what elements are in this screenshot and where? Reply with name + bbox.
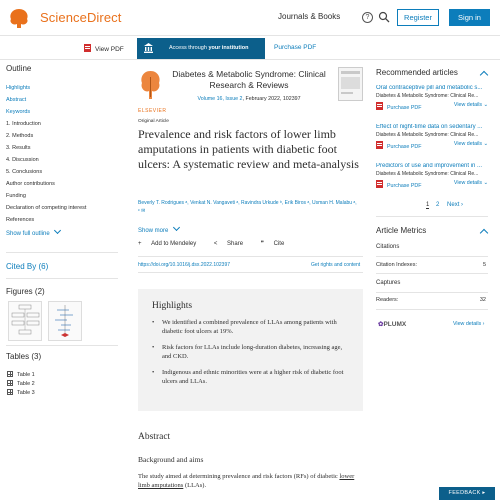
divider xyxy=(376,216,488,217)
outline-item-references[interactable]: References xyxy=(6,217,35,223)
metrics-view-details[interactable]: View details › xyxy=(453,321,485,327)
recommended-title[interactable]: Predictors of use and improvement in ... xyxy=(376,163,483,169)
volume-link[interactable]: Volume 16, Issue 2 xyxy=(197,96,243,102)
citation-indexes-value: 5 xyxy=(482,262,486,268)
flowchart-figure-image xyxy=(9,302,41,340)
citations-heading: Citations xyxy=(376,244,400,250)
journal-volume xyxy=(164,96,334,102)
share-icon: < xyxy=(213,241,220,247)
article-action-bar xyxy=(0,37,500,60)
outline-item-author-contributions[interactable]: Author contributions xyxy=(6,181,55,187)
background-aims-heading: Background and aims xyxy=(138,455,204,464)
recommended-purchase-pdf[interactable] xyxy=(376,180,421,189)
highlights-box xyxy=(138,289,363,411)
recommended-journal: Diabetes & Metabolic Syndrome: Clinical Re... xyxy=(376,132,479,138)
view-pdf-link[interactable] xyxy=(84,44,124,53)
divider xyxy=(376,273,488,274)
table-label: Table 3 xyxy=(17,390,35,396)
feedback-button[interactable]: FEEDBACK ▸ xyxy=(439,487,495,500)
page-2-button[interactable]: 2 xyxy=(436,202,440,208)
view-pdf-label: View PDF xyxy=(95,46,124,53)
pdf-icon xyxy=(376,102,383,110)
recommended-journal: Diabetes & Metabolic Syndrome: Clinical Re... xyxy=(376,171,479,177)
abstract-heading: Abstract xyxy=(138,432,171,442)
citation-indexes-label: Citation Indexes: xyxy=(376,262,417,268)
page-1-button[interactable]: 1 xyxy=(426,202,430,208)
chevron-down-icon xyxy=(173,224,180,231)
readers-label: Readers: xyxy=(376,297,399,303)
article-type: Original Article xyxy=(138,119,169,124)
elsevier-tree-logo[interactable] xyxy=(138,67,163,105)
recommended-pager xyxy=(426,202,463,208)
outline-heading: Outline xyxy=(6,64,32,73)
share-button[interactable] xyxy=(214,241,251,247)
divider xyxy=(138,272,363,273)
table-link-1[interactable] xyxy=(7,371,35,378)
background-aims-text xyxy=(138,472,363,490)
view-details-label: View details xyxy=(453,141,483,147)
register-button[interactable]: Register xyxy=(397,9,439,26)
highlights-heading: Highlights xyxy=(152,301,193,311)
author-list[interactable]: Beverly T. Rodrigues ᵃ, Venkat N. Vangaveti ᵃ, Ravindra Urkude ᵇ, Erik Biros ᵃ, Usman H. Malabu ᵃ, ᶜ ✉ xyxy=(138,200,357,214)
highlight-item: • We identified a combined prevalence of LLAs among patients with diabetic foot ulcers at 19%. xyxy=(152,318,352,336)
recommended-title[interactable]: Oral contraceptive pill and metabolic s... xyxy=(376,85,483,91)
outline-item-conclusions[interactable]: 5. Conclusions xyxy=(6,169,43,175)
feedback-label: FEEDBACK xyxy=(448,490,481,496)
view-details-label: View details xyxy=(453,321,482,327)
publisher-name: ELSEVIER xyxy=(138,108,167,114)
table-label: Table 1 xyxy=(17,372,35,378)
journals-books-link[interactable]: Journals & Books xyxy=(278,12,341,21)
recommended-view-details[interactable]: View details ⌄ xyxy=(453,180,488,186)
divider xyxy=(6,278,118,279)
outline-item-abstract[interactable]: Abstract xyxy=(6,97,27,103)
show-more-label: Show more xyxy=(138,228,169,234)
volume-date: , February 2022, 102397 xyxy=(242,96,301,102)
divider xyxy=(376,309,488,310)
table-label: Table 2 xyxy=(17,381,35,387)
recommended-article-3 xyxy=(376,163,488,189)
outline-item-funding[interactable]: Funding xyxy=(6,193,26,199)
collapse-chevron-icon[interactable] xyxy=(480,229,488,237)
captures-heading: Captures xyxy=(376,280,401,286)
figure-thumbnail-2[interactable] xyxy=(48,301,82,341)
readers-row xyxy=(376,297,488,303)
plumx-label: PLUMX xyxy=(383,321,407,328)
outline-item-results[interactable]: 3. Results xyxy=(6,145,31,151)
outline-item-keywords[interactable]: Keywords xyxy=(6,109,31,115)
recommended-view-details[interactable]: View details ⌄ xyxy=(453,141,488,147)
next-button[interactable]: Next › xyxy=(447,202,464,208)
article-actions xyxy=(138,240,300,247)
access-prefix: Access through xyxy=(169,45,209,51)
recommended-heading: Recommended articles xyxy=(376,68,458,77)
help-icon[interactable]: ? xyxy=(362,12,373,23)
bg-text-post: (LLAs). xyxy=(183,482,207,489)
article-metrics-heading: Article Metrics xyxy=(376,226,427,235)
outline-panel xyxy=(6,64,116,237)
cite-label: Cite xyxy=(273,241,285,247)
purchase-pdf-label: Purchase PDF xyxy=(387,105,422,111)
brand-logo[interactable]: ScienceDirect xyxy=(40,10,122,25)
journal-title[interactable]: Diabetes & Metabolic Syndrome: Clinical Research & Reviews xyxy=(172,69,326,90)
highlight-item: • Risk factors for LLAs include long-duration diabetes, increasing age, and CKD. xyxy=(152,343,352,361)
table-icon xyxy=(7,371,13,377)
readers-value: 32 xyxy=(479,297,486,303)
divider xyxy=(138,256,363,257)
table-icon xyxy=(7,380,13,386)
purchase-pdf-label: Purchase PDF xyxy=(387,144,422,150)
bg-text-pre: The study aimed at determining prevalence and risk factors (RFs) of diabetic xyxy=(138,473,340,480)
table-icon xyxy=(7,389,13,395)
pdf-icon xyxy=(376,180,383,188)
figures-heading[interactable]: Figures (2) xyxy=(6,287,45,296)
outline-item-introduction[interactable]: 1. Introduction xyxy=(6,121,41,127)
top-header xyxy=(0,0,500,36)
recommended-journal: Diabetes & Metabolic Syndrome: Clinical Re... xyxy=(376,93,479,99)
outline-item-methods[interactable]: 2. Methods xyxy=(6,133,34,139)
highlights-list xyxy=(152,318,352,393)
purchase-pdf-link[interactable]: Purchase PDF xyxy=(274,44,317,51)
institution-icon xyxy=(144,43,153,53)
quote-icon: ❞ xyxy=(260,241,266,247)
cite-button[interactable] xyxy=(261,241,293,247)
rights-link[interactable]: Get rights and content xyxy=(311,262,361,268)
recommended-view-details[interactable]: View details ⌄ xyxy=(453,102,488,108)
show-more-button[interactable] xyxy=(138,225,179,234)
highlight-item: • Indigenous and ethnic minorities were at a higher risk of diabetic foot ulcers and LLAs. xyxy=(152,368,352,386)
plumx-logo[interactable] xyxy=(378,320,406,328)
article-title: Prevalence and risk factors of lower limb amputations in patients with diabetic foot ulcers: A systematic review and meta-analysis xyxy=(138,127,359,171)
divider xyxy=(6,252,118,253)
plumx-flower-icon: ✿ xyxy=(378,321,384,328)
journal-cover-image[interactable] xyxy=(338,67,363,101)
share-label: Share xyxy=(227,241,244,247)
outline-item-discussion[interactable]: 4. Discussion xyxy=(6,157,39,163)
recommended-purchase-pdf[interactable] xyxy=(376,141,421,150)
elsevier-tree-icon[interactable] xyxy=(6,6,32,30)
access-bold: your institution xyxy=(208,45,249,51)
chevron-down-icon xyxy=(54,227,61,234)
recommended-article-1 xyxy=(376,85,488,111)
outline-item-competing-interest[interactable]: Declaration of competing interest xyxy=(6,205,87,211)
recommended-purchase-pdf[interactable] xyxy=(376,102,421,111)
plus-icon: + xyxy=(138,241,144,247)
divider xyxy=(6,345,118,346)
search-icon[interactable] xyxy=(378,11,390,23)
cover-art xyxy=(339,68,362,100)
view-details-label: View details xyxy=(453,102,483,108)
table-link-2[interactable] xyxy=(7,380,35,387)
add-mendeley-button[interactable] xyxy=(138,241,204,247)
table-link-3[interactable] xyxy=(7,389,35,396)
cited-by-link[interactable]: Cited By (6) xyxy=(6,262,49,271)
lower-limb-amputations-link[interactable]: lower limb amputations xyxy=(138,473,355,489)
show-full-outline-label: Show full outline xyxy=(6,231,50,237)
recommended-article-2 xyxy=(376,124,488,150)
citation-indexes-row xyxy=(376,262,488,268)
collapse-chevron-icon[interactable] xyxy=(480,71,488,79)
doi-link[interactable]: https://doi.org/10.1016/j.dsx.2022.102397 xyxy=(138,262,231,268)
next-label: Next xyxy=(447,202,460,208)
access-institution-button[interactable] xyxy=(137,38,265,59)
signin-button[interactable]: Sign in xyxy=(449,9,490,26)
view-details-label: View details xyxy=(453,180,483,186)
forest-plot-figure-image xyxy=(49,302,81,340)
pdf-icon xyxy=(376,141,383,149)
pdf-icon xyxy=(84,44,91,52)
figure-thumbnail-1[interactable] xyxy=(8,301,42,341)
recommended-title[interactable]: Effect of night-time data on sedentary ... xyxy=(376,124,483,130)
divider xyxy=(376,256,488,257)
show-full-outline-button[interactable] xyxy=(6,228,116,237)
add-mendeley-label: Add to Mendeley xyxy=(151,241,197,247)
outline-item-highlights[interactable]: Highlights xyxy=(6,85,31,91)
divider xyxy=(376,292,488,293)
tables-heading[interactable]: Tables (3) xyxy=(6,352,42,361)
purchase-pdf-label: Purchase PDF xyxy=(387,183,422,189)
